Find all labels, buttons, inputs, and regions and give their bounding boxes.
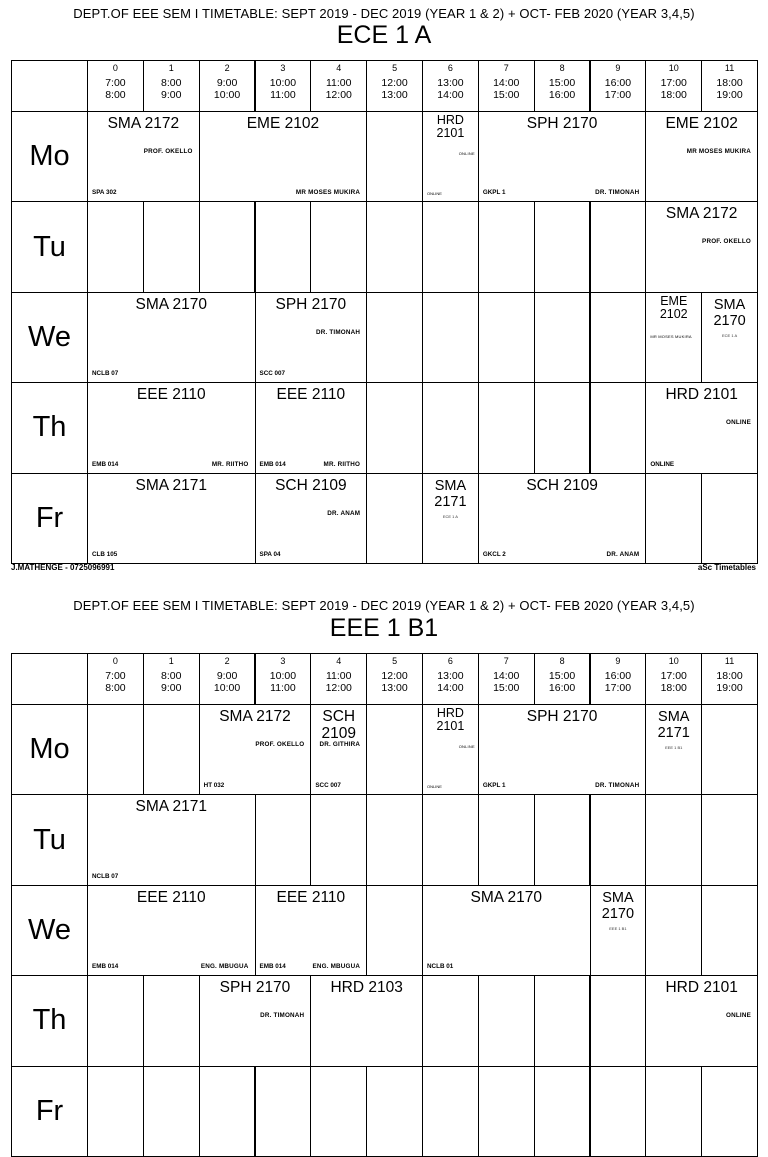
day-label: Mo bbox=[11, 111, 88, 202]
lesson-block[interactable] bbox=[87, 111, 200, 202]
teacher-name: DR. ANAM bbox=[606, 550, 640, 558]
teacher-name: DR. ANAM bbox=[327, 509, 361, 517]
empty-slot bbox=[143, 1066, 200, 1157]
timetable-grid bbox=[11, 60, 757, 563]
room-code: NCLB 07 bbox=[92, 872, 119, 880]
subject-code: EME 2102 bbox=[246, 115, 320, 132]
subject-code: HRD 2101 bbox=[436, 706, 465, 733]
period-number: 7 bbox=[503, 656, 509, 666]
period-start-time: 10:00 bbox=[269, 670, 297, 682]
lesson-block[interactable] bbox=[422, 473, 479, 564]
lesson-block[interactable] bbox=[199, 975, 312, 1066]
empty-slot bbox=[534, 794, 591, 885]
group-label: EEE 1 B1 bbox=[665, 745, 683, 750]
period-header bbox=[478, 60, 535, 112]
period-header bbox=[87, 653, 144, 705]
period-end-time: 8:00 bbox=[105, 89, 126, 101]
teacher-name: ONLINE bbox=[458, 151, 475, 156]
period-end-time: 18:00 bbox=[660, 89, 687, 101]
day-label: Fr bbox=[11, 473, 88, 564]
period-header bbox=[645, 653, 702, 705]
period-start-time: 8:00 bbox=[161, 670, 182, 682]
period-number: 3 bbox=[280, 656, 286, 666]
room-code: ONLINE bbox=[650, 460, 675, 468]
period-number: 8 bbox=[559, 63, 565, 73]
period-number: 4 bbox=[336, 656, 342, 666]
lesson-block[interactable] bbox=[87, 473, 256, 564]
period-end-time: 8:00 bbox=[105, 682, 126, 694]
empty-slot bbox=[478, 975, 535, 1066]
empty-slot bbox=[255, 794, 312, 885]
empty-slot bbox=[366, 1066, 423, 1157]
subject-code: SMA 2172 bbox=[219, 708, 291, 725]
period-header bbox=[366, 60, 423, 112]
room-code: SCC 007 bbox=[315, 782, 341, 790]
subject-code: SPH 2170 bbox=[526, 708, 598, 725]
empty-slot bbox=[478, 794, 535, 885]
empty-slot bbox=[701, 885, 758, 976]
group-label: EEE 1 B1 bbox=[609, 925, 627, 931]
period-number: 0 bbox=[112, 656, 118, 666]
period-start-time: 7:00 bbox=[105, 77, 126, 89]
period-start-time: 9:00 bbox=[216, 77, 238, 89]
period-start-time: 18:00 bbox=[716, 670, 743, 682]
period-header bbox=[422, 60, 479, 112]
period-number: 10 bbox=[668, 656, 679, 666]
subject-code: SMA 2170 bbox=[601, 889, 635, 922]
period-number: 1 bbox=[168, 63, 174, 73]
lesson-block[interactable] bbox=[645, 382, 758, 473]
day-label: Th bbox=[11, 382, 88, 473]
period-header bbox=[422, 653, 479, 705]
period-end-time: 12:00 bbox=[325, 89, 352, 101]
empty-slot bbox=[366, 473, 423, 564]
day-label: We bbox=[11, 885, 88, 976]
period-header bbox=[478, 653, 535, 705]
period-end-time: 13:00 bbox=[381, 682, 408, 694]
period-header bbox=[310, 653, 367, 705]
empty-slot bbox=[143, 201, 200, 292]
timetable-grid bbox=[11, 653, 757, 1156]
period-header bbox=[310, 60, 367, 112]
period-end-time: 14:00 bbox=[437, 682, 464, 694]
subject-code: SMA 2170 bbox=[135, 295, 208, 313]
subject-code: SMA 2170 bbox=[713, 296, 746, 329]
day-label: Fr bbox=[11, 1066, 88, 1157]
room-code: NCLB 01 bbox=[427, 963, 454, 971]
empty-slot bbox=[478, 201, 535, 292]
period-start-time: 9:00 bbox=[216, 670, 238, 682]
period-end-time: 10:00 bbox=[213, 682, 241, 694]
period-header bbox=[590, 653, 647, 705]
room-code: GKPL 1 bbox=[482, 189, 506, 197]
period-header bbox=[143, 653, 200, 705]
lesson-block[interactable] bbox=[255, 292, 368, 383]
period-start-time: 17:00 bbox=[660, 670, 687, 682]
lesson-block[interactable] bbox=[310, 975, 423, 1066]
subject-code: SMA 2171 bbox=[657, 709, 690, 741]
empty-slot bbox=[366, 111, 423, 202]
period-start-time: 12:00 bbox=[381, 670, 408, 682]
period-number: 9 bbox=[615, 63, 621, 73]
period-number: 1 bbox=[168, 656, 174, 666]
teacher-name: ENG. MBUGUA bbox=[200, 963, 249, 971]
period-start-time: 16:00 bbox=[604, 670, 632, 682]
subject-code: SPH 2170 bbox=[526, 115, 598, 132]
period-number: 11 bbox=[724, 63, 735, 73]
lesson-block[interactable] bbox=[645, 292, 702, 383]
teacher-name: MR MOSES MUKIRA bbox=[650, 333, 692, 339]
period-start-time: 15:00 bbox=[548, 670, 576, 682]
subject-code: EEE 2110 bbox=[136, 386, 206, 404]
empty-slot bbox=[534, 382, 591, 473]
group-label: ECE 1 A bbox=[722, 332, 738, 338]
empty-slot bbox=[366, 292, 423, 383]
teacher-name: MR MOSES MUKIRA bbox=[686, 148, 751, 155]
empty-slot bbox=[590, 975, 647, 1066]
period-end-time: 17:00 bbox=[604, 89, 632, 101]
empty-slot bbox=[478, 1066, 535, 1157]
day-label: Th bbox=[11, 975, 88, 1066]
period-end-time: 17:00 bbox=[604, 682, 632, 694]
lesson-block[interactable] bbox=[422, 704, 479, 795]
subject-code: SCH 2109 bbox=[321, 708, 356, 742]
period-end-time: 11:00 bbox=[270, 89, 296, 101]
period-end-time: 11:00 bbox=[270, 682, 296, 694]
lesson-block[interactable] bbox=[422, 885, 591, 976]
room-code: SCC 007 bbox=[259, 370, 286, 378]
lesson-block[interactable] bbox=[645, 111, 758, 202]
room-code: GKCL 2 bbox=[482, 550, 506, 558]
lesson-block[interactable] bbox=[199, 704, 312, 795]
empty-slot bbox=[701, 794, 758, 885]
empty-slot bbox=[143, 704, 200, 795]
subject-code: EME 2102 bbox=[659, 293, 688, 321]
empty-slot bbox=[310, 794, 367, 885]
period-end-time: 14:00 bbox=[437, 89, 464, 101]
empty-slot bbox=[422, 975, 479, 1066]
lesson-block[interactable] bbox=[478, 111, 647, 202]
period-start-time: 15:00 bbox=[548, 77, 576, 89]
subject-code: SCH 2109 bbox=[275, 476, 347, 494]
subject-code: HRD 2101 bbox=[665, 979, 738, 997]
period-header bbox=[255, 60, 312, 112]
period-header bbox=[701, 653, 758, 705]
lesson-block[interactable] bbox=[645, 704, 702, 795]
room-code: ONLINE bbox=[427, 191, 442, 197]
period-number: 6 bbox=[447, 63, 453, 73]
lesson-block[interactable] bbox=[422, 111, 479, 202]
empty-slot bbox=[87, 1066, 144, 1157]
empty-slot bbox=[422, 1066, 479, 1157]
period-number: 9 bbox=[615, 656, 621, 666]
empty-slot bbox=[534, 975, 591, 1066]
empty-slot bbox=[199, 1066, 256, 1157]
room-code: GKPL 1 bbox=[482, 782, 506, 790]
period-start-time: 14:00 bbox=[493, 670, 520, 682]
lesson-block[interactable] bbox=[645, 201, 758, 292]
period-header bbox=[701, 60, 758, 112]
empty-slot bbox=[422, 794, 479, 885]
period-header bbox=[534, 653, 591, 705]
period-number: 10 bbox=[668, 63, 679, 73]
period-end-time: 13:00 bbox=[381, 89, 408, 101]
subject-code: EEE 2110 bbox=[276, 888, 346, 906]
teacher-name: PROF. OKELLO bbox=[702, 238, 751, 246]
period-end-time: 9:00 bbox=[161, 89, 182, 101]
period-end-time: 12:00 bbox=[325, 682, 352, 694]
lesson-block[interactable] bbox=[87, 885, 256, 976]
period-start-time: 18:00 bbox=[716, 77, 743, 89]
room-code: SPA 04 bbox=[259, 550, 281, 558]
teacher-name: DR. TIMONAH bbox=[595, 189, 640, 197]
period-start-time: 7:00 bbox=[105, 670, 126, 682]
subject-code: SMA 2171 bbox=[135, 798, 208, 816]
period-start-time: 17:00 bbox=[660, 77, 687, 89]
day-label: Mo bbox=[11, 704, 88, 795]
empty-slot bbox=[590, 794, 647, 885]
teacher-name: DR. TIMONAH bbox=[315, 328, 361, 336]
lesson-block[interactable] bbox=[478, 704, 647, 795]
period-number: 5 bbox=[392, 63, 398, 73]
period-header bbox=[143, 60, 200, 112]
subject-code: HRD 2103 bbox=[330, 979, 403, 997]
subject-code: EEE 2110 bbox=[136, 888, 206, 906]
empty-slot bbox=[478, 292, 535, 383]
room-code: EMB 014 bbox=[92, 460, 119, 468]
empty-slot bbox=[255, 1066, 312, 1157]
day-label: We bbox=[11, 292, 88, 383]
group-label: ECE 1 A bbox=[442, 513, 458, 519]
empty-slot bbox=[87, 201, 144, 292]
subject-code: EEE 2110 bbox=[276, 386, 346, 404]
empty-slot bbox=[645, 1066, 702, 1157]
empty-slot bbox=[255, 201, 312, 292]
room-code: EMB 014 bbox=[259, 460, 286, 468]
empty-slot bbox=[366, 382, 423, 473]
period-number: 7 bbox=[503, 63, 509, 73]
period-start-time: 13:00 bbox=[437, 670, 464, 682]
empty-slot bbox=[645, 473, 702, 564]
lesson-block[interactable] bbox=[199, 111, 368, 202]
lesson-block[interactable] bbox=[478, 473, 647, 564]
period-number: 6 bbox=[447, 656, 453, 666]
room-code: ONLINE bbox=[427, 784, 442, 790]
period-end-time: 18:00 bbox=[660, 682, 687, 694]
period-header bbox=[199, 60, 256, 112]
empty-slot bbox=[422, 292, 479, 383]
empty-slot bbox=[310, 1066, 367, 1157]
lesson-block[interactable] bbox=[255, 885, 368, 976]
empty-slot bbox=[87, 704, 144, 795]
period-number: 3 bbox=[280, 63, 286, 73]
period-header bbox=[255, 653, 312, 705]
period-start-time: 8:00 bbox=[161, 77, 182, 89]
lesson-block[interactable] bbox=[87, 292, 256, 383]
empty-slot bbox=[534, 201, 591, 292]
subject-code: SMA 2171 bbox=[434, 477, 467, 510]
subject-code: SMA 2171 bbox=[135, 476, 208, 494]
empty-slot bbox=[366, 794, 423, 885]
period-end-time: 19:00 bbox=[716, 89, 743, 101]
period-header bbox=[87, 60, 144, 112]
teacher-name: ONLINE bbox=[725, 419, 751, 427]
day-label: Tu bbox=[11, 794, 88, 885]
timetable-header: DEPT.OF EEE SEM I TIMETABLE: SEPT 2019 - DEC 2019 (YEAR 1 & 2) + OCT- FEB 2020 (YEAR 3,4,5) bbox=[73, 598, 695, 613]
teacher-name: ONLINE bbox=[725, 1012, 751, 1020]
room-code: HT 032 bbox=[203, 782, 225, 790]
period-number: 5 bbox=[392, 656, 398, 666]
period-header bbox=[590, 60, 647, 112]
period-start-time: 11:00 bbox=[325, 77, 352, 89]
empty-slot bbox=[534, 1066, 591, 1157]
empty-slot bbox=[534, 292, 591, 383]
subject-code: EME 2102 bbox=[665, 115, 738, 132]
empty-slot bbox=[366, 704, 423, 795]
empty-slot bbox=[590, 201, 647, 292]
period-number: 11 bbox=[724, 656, 735, 666]
period-number: 2 bbox=[224, 63, 230, 73]
class-title: EEE 1 B1 bbox=[329, 614, 439, 642]
period-number: 0 bbox=[112, 63, 118, 73]
period-header bbox=[645, 60, 702, 112]
lesson-block[interactable] bbox=[87, 382, 256, 473]
teacher-name: MR. RIITHO bbox=[211, 460, 249, 468]
period-start-time: 11:00 bbox=[325, 670, 352, 682]
teacher-name: DR. TIMONAH bbox=[595, 782, 640, 790]
empty-slot bbox=[701, 704, 758, 795]
teacher-name: MR MOSES MUKIRA bbox=[295, 189, 361, 197]
period-number: 8 bbox=[559, 656, 565, 666]
period-end-time: 10:00 bbox=[213, 89, 241, 101]
empty-slot bbox=[422, 201, 479, 292]
empty-slot bbox=[701, 1066, 758, 1157]
subject-code: SCH 2109 bbox=[526, 476, 598, 494]
subject-code: SMA 2170 bbox=[470, 888, 543, 906]
empty-slot bbox=[422, 382, 479, 473]
teacher-name: PROF. OKELLO bbox=[255, 741, 305, 748]
empty-slot bbox=[143, 975, 200, 1066]
period-end-time: 15:00 bbox=[493, 682, 520, 694]
lesson-block[interactable] bbox=[87, 794, 256, 885]
empty-slot bbox=[87, 975, 144, 1066]
subject-code: SPH 2170 bbox=[275, 295, 347, 313]
corner-cell bbox=[11, 60, 88, 112]
period-end-time: 9:00 bbox=[161, 682, 182, 694]
period-header bbox=[199, 653, 256, 705]
room-code: EMB 014 bbox=[259, 963, 286, 971]
period-header bbox=[366, 653, 423, 705]
teacher-name: MR. RIITHO bbox=[323, 460, 361, 468]
period-start-time: 16:00 bbox=[604, 77, 632, 89]
period-number: 4 bbox=[336, 63, 342, 73]
period-start-time: 13:00 bbox=[437, 77, 464, 89]
footer-software: aSc Timetables bbox=[697, 563, 756, 572]
empty-slot bbox=[645, 794, 702, 885]
lesson-block[interactable] bbox=[310, 704, 367, 795]
empty-slot bbox=[645, 885, 702, 976]
corner-cell bbox=[11, 653, 88, 705]
empty-slot bbox=[199, 201, 256, 292]
timetable-header: DEPT.OF EEE SEM I TIMETABLE: SEPT 2019 - DEC 2019 (YEAR 1 & 2) + OCT- FEB 2020 (YEAR 3,4,5) bbox=[73, 6, 695, 21]
class-title: ECE 1 A bbox=[336, 21, 432, 49]
period-end-time: 19:00 bbox=[716, 682, 743, 694]
room-code: SPA 302 bbox=[92, 189, 117, 197]
subject-code: HRD 2101 bbox=[436, 113, 465, 140]
empty-slot bbox=[478, 382, 535, 473]
period-header bbox=[534, 60, 591, 112]
period-start-time: 12:00 bbox=[381, 77, 408, 89]
empty-slot bbox=[590, 1066, 647, 1157]
teacher-name: ENG. MBUGUA bbox=[312, 963, 361, 971]
empty-slot bbox=[310, 201, 367, 292]
lesson-block[interactable] bbox=[645, 975, 758, 1066]
lesson-block[interactable] bbox=[701, 292, 758, 383]
room-code: NCLB 07 bbox=[92, 370, 119, 378]
period-start-time: 10:00 bbox=[269, 77, 297, 89]
room-code: CLB 105 bbox=[92, 550, 118, 558]
empty-slot bbox=[701, 473, 758, 564]
subject-code: SMA 2172 bbox=[107, 115, 180, 132]
lesson-block[interactable] bbox=[255, 473, 368, 564]
period-end-time: 16:00 bbox=[548, 682, 576, 694]
footer-author: J.MATHENGE - 0725096991 bbox=[11, 563, 115, 572]
teacher-name: ONLINE bbox=[458, 744, 475, 749]
day-label: Tu bbox=[11, 201, 88, 292]
teacher-name: DR. TIMONAH bbox=[260, 1012, 305, 1020]
empty-slot bbox=[366, 201, 423, 292]
empty-slot bbox=[366, 885, 423, 976]
period-end-time: 15:00 bbox=[493, 89, 520, 101]
period-end-time: 16:00 bbox=[548, 89, 576, 101]
subject-code: SPH 2170 bbox=[219, 979, 291, 997]
period-start-time: 14:00 bbox=[493, 77, 520, 89]
subject-code: HRD 2101 bbox=[665, 386, 738, 404]
empty-slot bbox=[590, 382, 647, 473]
room-code: EMB 014 bbox=[92, 963, 119, 971]
subject-code: SMA 2172 bbox=[665, 205, 738, 223]
teacher-name: PROF. OKELLO bbox=[143, 148, 193, 155]
empty-slot bbox=[590, 292, 647, 383]
teacher-name: DR. GITHIRA bbox=[319, 741, 361, 748]
lesson-block[interactable] bbox=[255, 382, 368, 473]
period-number: 2 bbox=[224, 656, 230, 666]
lesson-block[interactable] bbox=[590, 885, 647, 976]
